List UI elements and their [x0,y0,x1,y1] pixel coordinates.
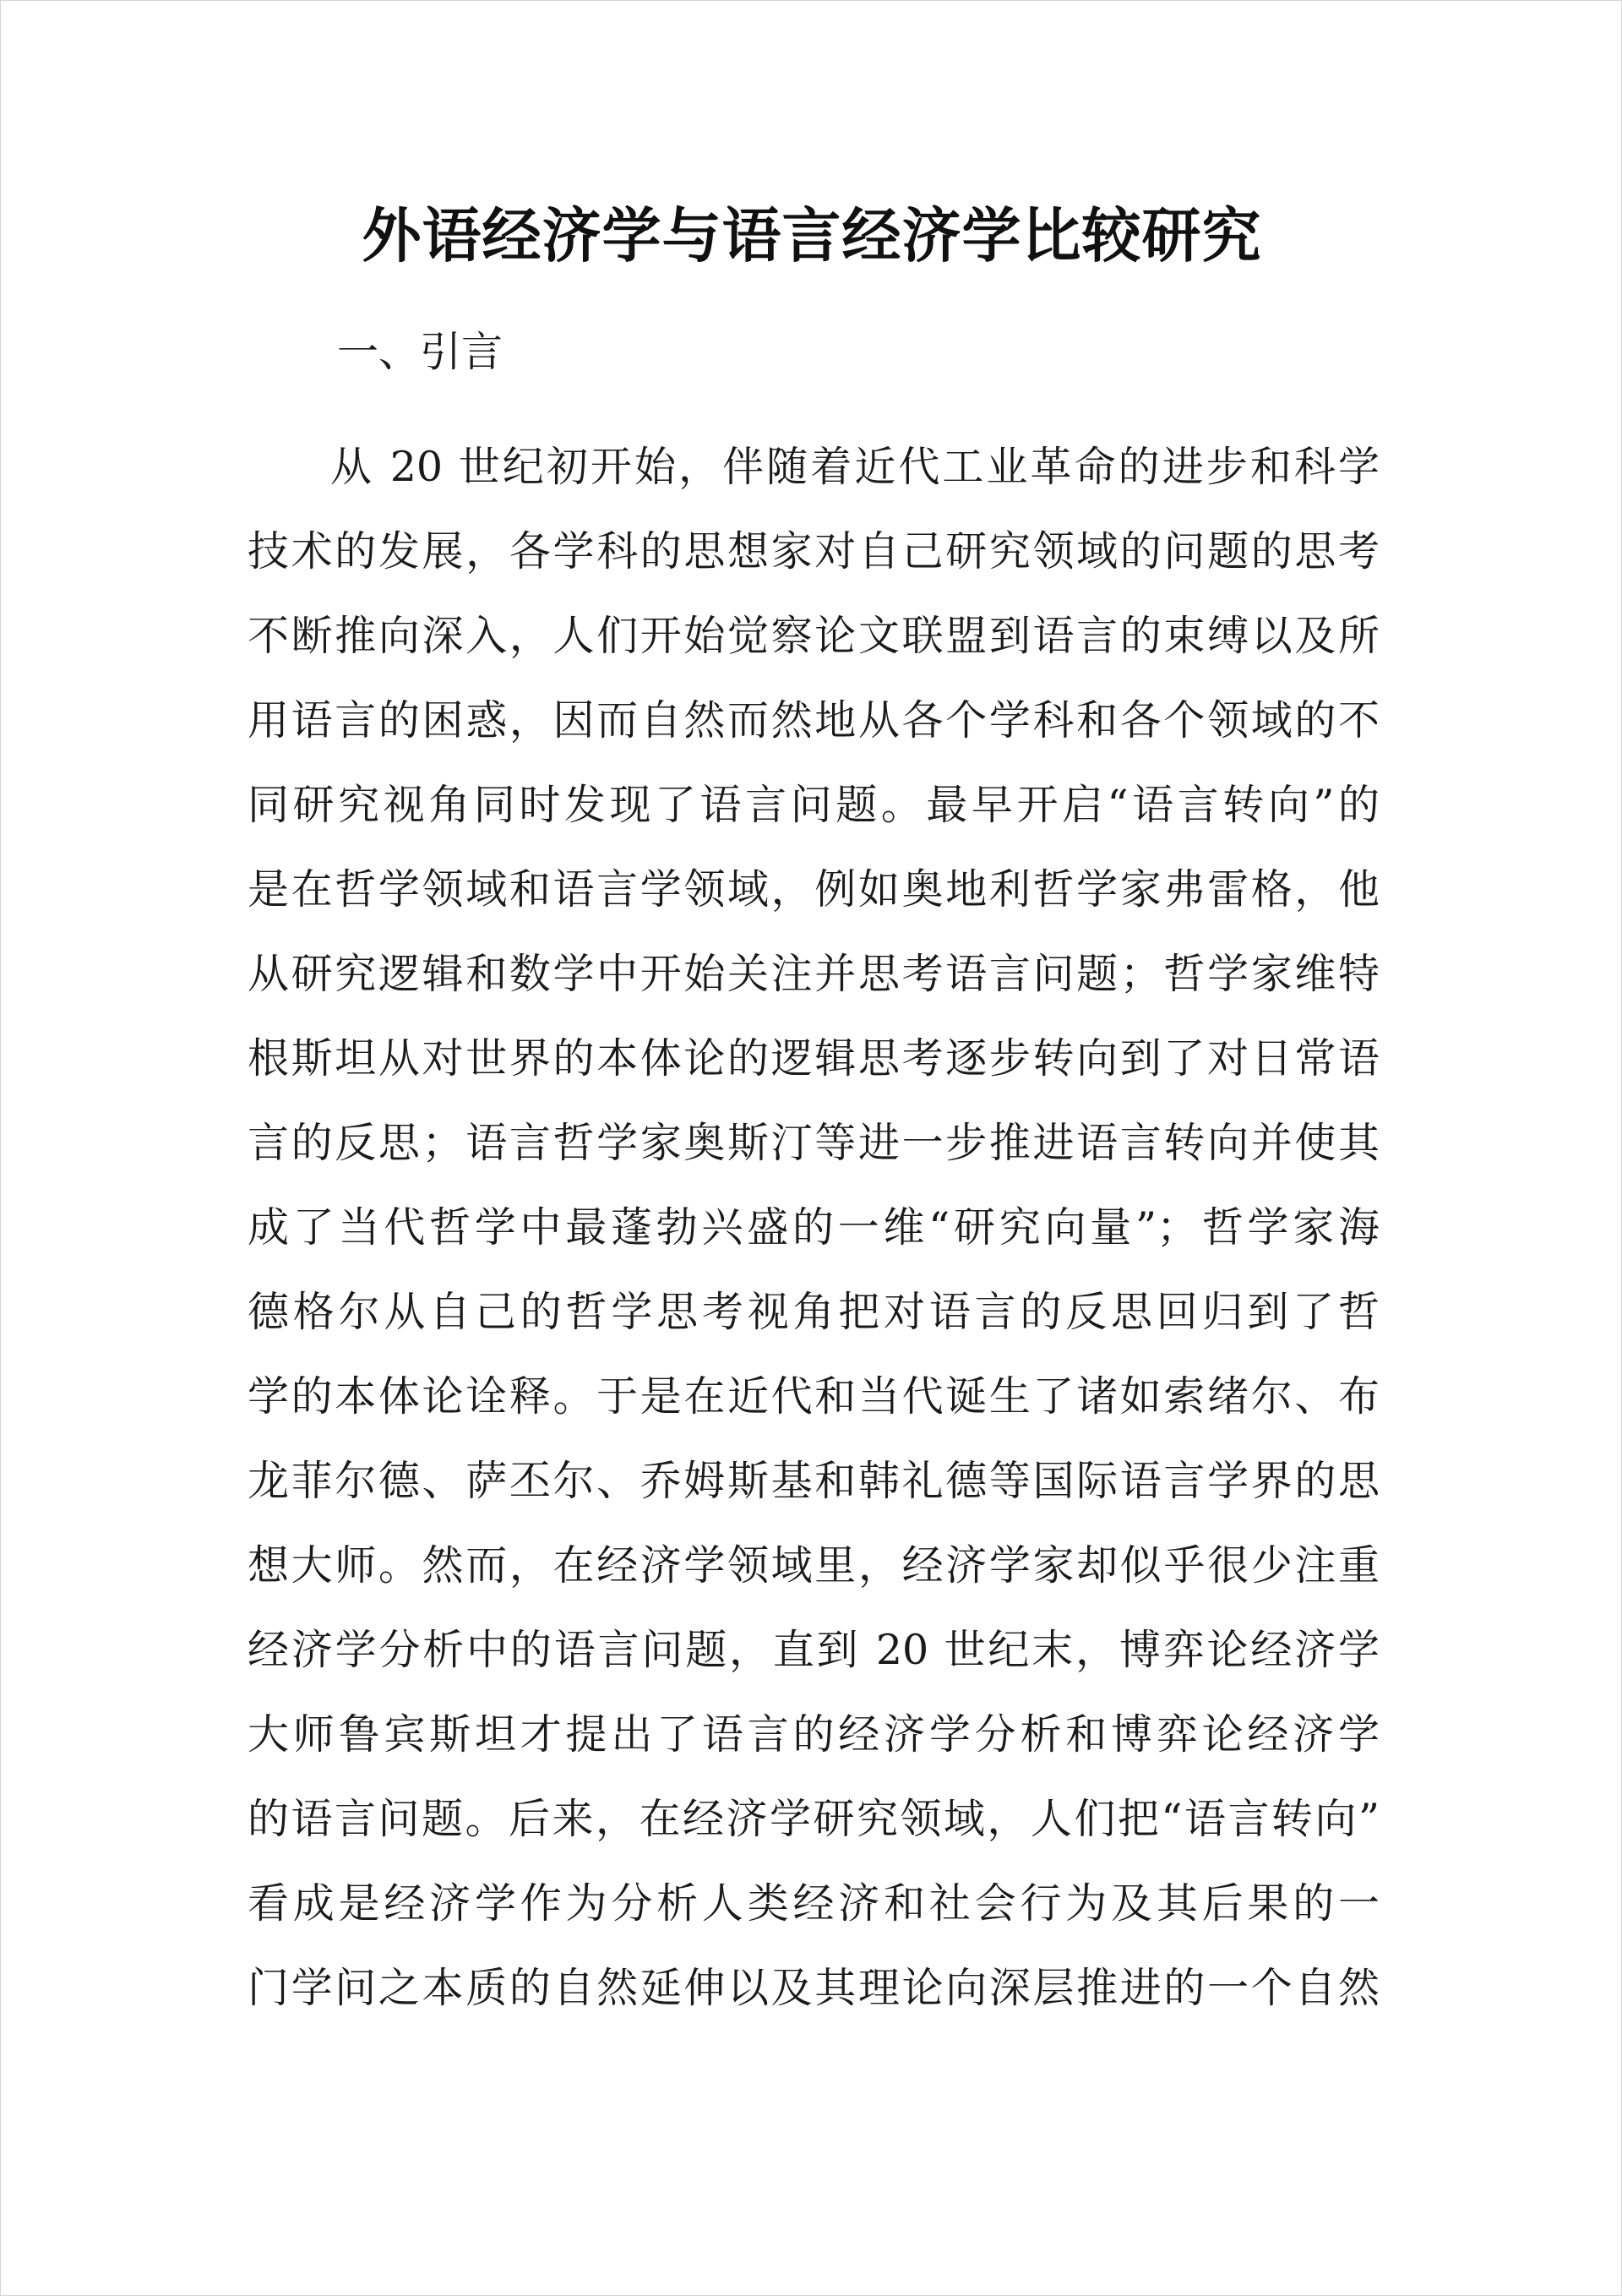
paragraph-line: 是在哲学领域和语言学领域，例如奥地利哲学家弗雷格，他 [248,865,1380,913]
paragraph-line: 用语言的困惑，因而自然而然地从各个学科和各个领域的不 [248,696,1380,744]
paragraph-line: 德格尔从自己的哲学思考视角把对语言的反思回归到了哲 [248,1288,1380,1336]
paragraph-line: 学的本体论诠释。于是在近代和当代诞生了诸如索绪尔、布 [248,1372,1380,1421]
paragraph-line: 言的反思；语言哲学家奥斯汀等进一步推进语言转向并使其 [248,1119,1380,1167]
paragraph-line: 龙菲尔德、萨丕尔、乔姆斯基和韩礼德等国际语言学界的思 [248,1457,1380,1505]
paragraph-line: 同研究视角同时发现了语言问题。最早开启“语言转向”的 [248,781,1380,829]
paragraph-line: 不断推向深入，人们开始觉察论文联盟到语言的束缚以及所 [248,612,1380,660]
paragraph-line: 从 20 世纪初开始，伴随着近代工业革命的进步和科学 [330,443,1380,491]
paragraph-line: 看成是经济学作为分析人类经济和社会行为及其后果的一 [248,1879,1380,1928]
paragraph-line: 门学问之本质的自然延伸以及其理论向深层推进的一个自然 [248,1964,1380,2012]
body-paragraph [248,425,1380,2031]
paragraph-line: 技术的发展，各学科的思想家对自己研究领域的问题的思考 [248,527,1380,575]
paragraph-line: 从研究逻辑和数学中开始关注并思考语言问题；哲学家维特 [248,950,1380,998]
paragraph-line: 想大师。然而，在经济学领域里，经济学家却似乎很少注重 [248,1541,1380,1590]
section-heading: 一、引言 [337,328,503,376]
document-title: 外语经济学与语言经济学比较研究 [362,200,1262,270]
paragraph-line: 根斯坦从对世界的本体论的逻辑思考逐步转向到了对日常语 [248,1034,1380,1083]
paragraph-line: 成了当代哲学中最蓬勃兴盛的一维“研究向量”；哲学家海 [248,1203,1380,1252]
paragraph-line: 大师鲁宾斯坦才提出了语言的经济学分析和博弈论经济学 [248,1710,1380,1759]
paragraph-line: 经济学分析中的语言问题，直到 20 世纪末，博弈论经济学 [248,1626,1380,1674]
paragraph-line: 的语言问题。后来，在经济学研究领域，人们把“语言转向” [248,1795,1380,1843]
